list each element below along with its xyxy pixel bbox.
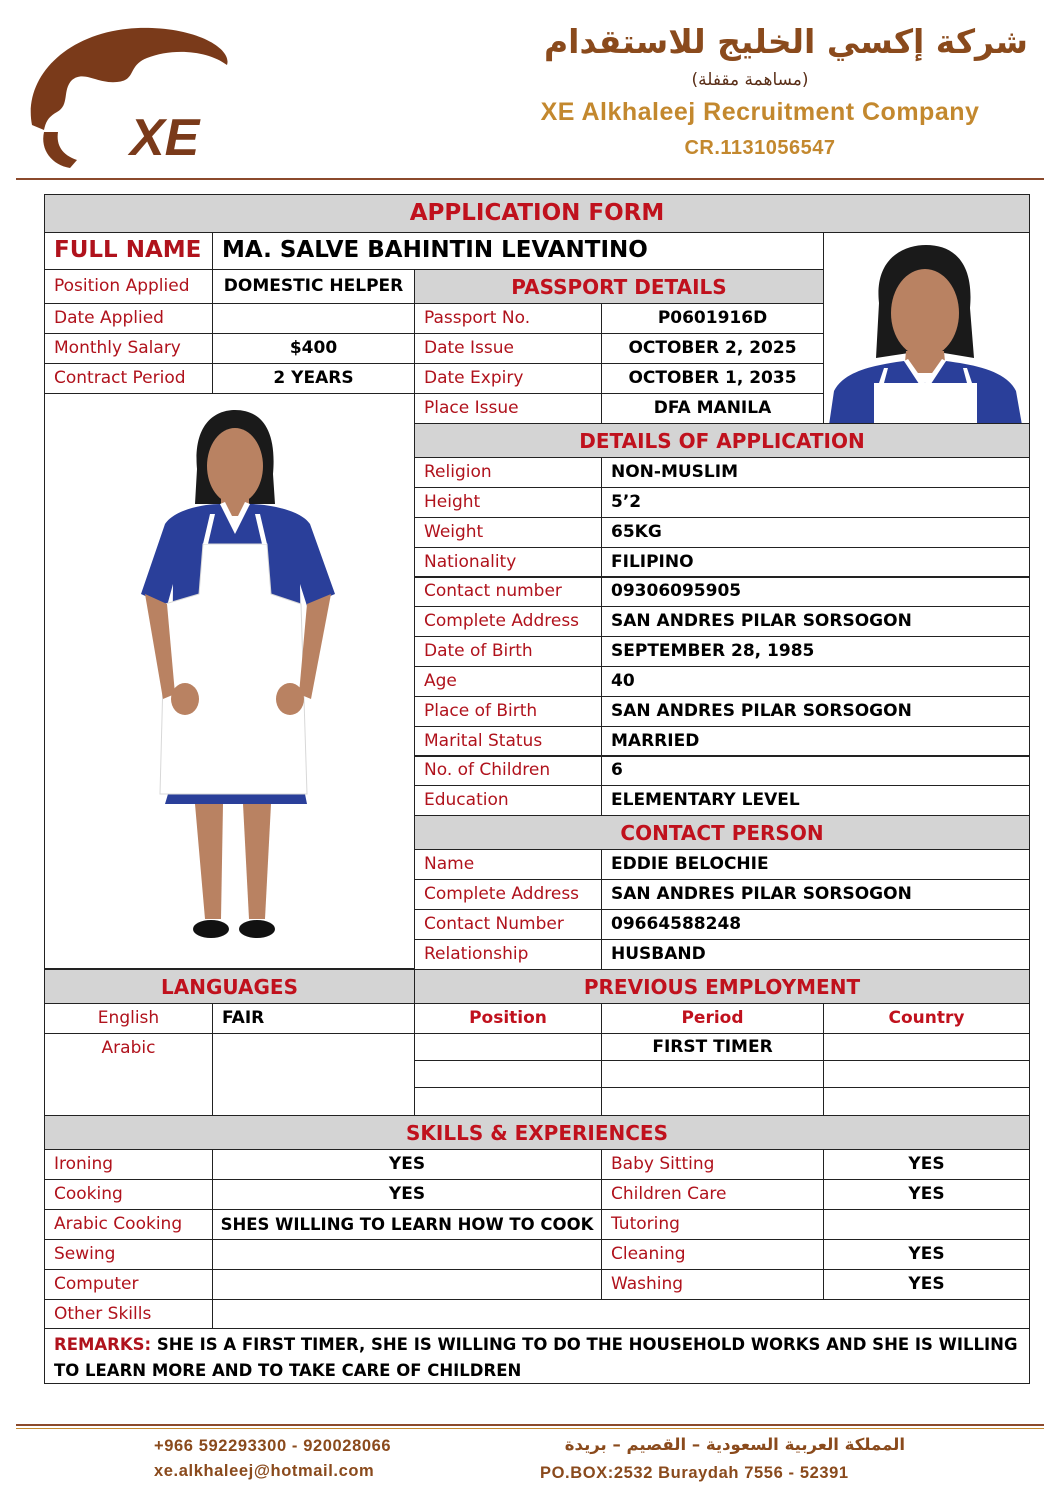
- basic-label: Contract Period: [44, 363, 213, 394]
- language-value: FAIR: [212, 1003, 415, 1034]
- contact-value: SAN ANDRES PILAR SORSOGON: [601, 879, 1030, 910]
- skill-value: YES: [823, 1269, 1030, 1300]
- application-value: MARRIED: [601, 726, 1030, 757]
- application-label: Weight: [414, 517, 602, 548]
- basic-label: Position Applied: [44, 269, 213, 304]
- application-value: SAN ANDRES PILAR SORSOGON: [601, 696, 1030, 727]
- employment-column-period: Period: [601, 1003, 824, 1034]
- employment-cell: [823, 1087, 1030, 1116]
- header-divider: [16, 178, 1044, 180]
- application-value: 09306095905: [601, 576, 1030, 607]
- applicant-headshot: [823, 232, 1030, 426]
- languages-header: LANGUAGES: [44, 969, 415, 1004]
- skill-value: YES: [823, 1149, 1030, 1180]
- application-form: [44, 194, 1030, 1384]
- application-label: Height: [414, 487, 602, 518]
- application-label: Age: [414, 666, 602, 697]
- application-value: FILIPINO: [601, 547, 1030, 578]
- employment-column-country: Country: [823, 1003, 1030, 1034]
- skill-label: Washing: [601, 1269, 824, 1300]
- application-label: Religion: [414, 457, 602, 488]
- skill-label: Tutoring: [601, 1209, 824, 1240]
- employment-cell: [823, 1060, 1030, 1088]
- skills-header: SKILLS & EXPERIENCES: [44, 1115, 1030, 1150]
- application-label: Marital Status: [414, 726, 602, 757]
- employment-cell: [823, 1033, 1030, 1061]
- application-label: Complete Address: [414, 606, 602, 637]
- skill-value: [212, 1239, 602, 1270]
- footer-divider-accent: [16, 1428, 1044, 1429]
- skill-value: [212, 1269, 602, 1300]
- skill-value: YES: [212, 1179, 602, 1210]
- previous-employment-header: PREVIOUS EMPLOYMENT: [414, 969, 1030, 1004]
- application-value: SAN ANDRES PILAR SORSOGON: [601, 606, 1030, 637]
- application-label: Place of Birth: [414, 696, 602, 727]
- application-label: No. of Children: [414, 755, 602, 786]
- form-title: APPLICATION FORM: [44, 194, 1030, 233]
- skill-label: Ironing: [44, 1149, 213, 1180]
- company-logo: [22, 20, 262, 170]
- skill-value: YES: [212, 1149, 602, 1180]
- basic-label: Date Applied: [44, 303, 213, 334]
- skill-label: Arabic Cooking: [44, 1209, 213, 1240]
- employment-cell: [414, 1087, 602, 1116]
- employment-cell: FIRST TIMER: [601, 1033, 824, 1061]
- english-company-name: XE Alkhaleej Recruitment Company: [540, 98, 980, 126]
- contact-label: Name: [414, 849, 602, 880]
- basic-value: [212, 303, 415, 334]
- application-value: 5’2: [601, 487, 1030, 518]
- arabic-company-name: شركة إكسي الخليج للاستقدام: [543, 22, 1028, 61]
- language-label: Arabic: [44, 1033, 213, 1116]
- remarks-label: REMARKS:: [54, 1335, 152, 1354]
- remarks-text: SHE IS A FIRST TIMER, SHE IS WILLING TO DO THE HOUSEHOLD WORKS AND SHE IS WILLING TO LEARN MORE AND TO TAKE CARE OF CHILDREN: [54, 1335, 1018, 1380]
- employment-cell: [414, 1033, 602, 1061]
- passport-value: P0601916D: [601, 303, 824, 334]
- footer-phones: +966 592293300 - 920028066: [154, 1437, 392, 1455]
- passport-value: DFA MANILA: [601, 393, 824, 424]
- contact-value: HUSBAND: [601, 939, 1030, 970]
- contact-value: EDDIE BELOCHIE: [601, 849, 1030, 880]
- contact-label: Complete Address: [414, 879, 602, 910]
- passport-value: OCTOBER 2, 2025: [601, 333, 824, 364]
- passport-label: Passport No.: [414, 303, 602, 334]
- basic-value: 2 YEARS: [212, 363, 415, 394]
- passport-value: OCTOBER 1, 2035: [601, 363, 824, 394]
- skill-value: YES: [823, 1239, 1030, 1270]
- skill-label: Cleaning: [601, 1239, 824, 1270]
- passport-label: Place Issue: [414, 393, 602, 424]
- employment-cell: [601, 1060, 824, 1088]
- full-name-label: FULL NAME: [44, 232, 213, 270]
- language-label: English: [44, 1003, 213, 1034]
- application-value: ELEMENTARY LEVEL: [601, 785, 1030, 816]
- application-value: NON-MUSLIM: [601, 457, 1030, 488]
- employment-cell: [601, 1087, 824, 1116]
- other-skills-label: Other Skills: [44, 1299, 213, 1329]
- employment-column-position: Position: [414, 1003, 602, 1034]
- passport-label: Date Issue: [414, 333, 602, 364]
- passport-details-header: PASSPORT DETAILS: [414, 269, 824, 304]
- skill-value: YES: [823, 1179, 1030, 1210]
- passport-label: Date Expiry: [414, 363, 602, 394]
- employment-cell: [414, 1060, 602, 1088]
- basic-label: Monthly Salary: [44, 333, 213, 364]
- skill-label: Children Care: [601, 1179, 824, 1210]
- basic-value: DOMESTIC HELPER: [212, 269, 415, 304]
- application-value: 6: [601, 755, 1030, 786]
- skill-label: Baby Sitting: [601, 1149, 824, 1180]
- logo-letters: XE: [130, 109, 200, 167]
- arabic-subtitle: (مساهمة مقفلة): [691, 70, 809, 90]
- footer-email[interactable]: xe.alkhaleej@hotmail.com: [154, 1462, 375, 1480]
- contact-label: Contact Number: [414, 909, 602, 940]
- contact-value: 09664588248: [601, 909, 1030, 940]
- application-value: 40: [601, 666, 1030, 697]
- cr-number: CR.1131056547: [684, 137, 836, 159]
- skill-value: [823, 1209, 1030, 1240]
- language-value: [212, 1033, 415, 1116]
- application-label: Education: [414, 785, 602, 816]
- skill-label: Sewing: [44, 1239, 213, 1270]
- contact-label: Relationship: [414, 939, 602, 970]
- footer-arabic-address: المملكة العربية السعودية – القصيم – بريدة: [564, 1435, 905, 1454]
- full-name-value: MA. SALVE BAHINTIN LEVANTINO: [212, 232, 824, 270]
- application-value: 65KG: [601, 517, 1030, 548]
- skill-label: Cooking: [44, 1179, 213, 1210]
- skill-label: Computer: [44, 1269, 213, 1300]
- application-value: SEPTEMBER 28, 1985: [601, 636, 1030, 667]
- footer-divider: [16, 1424, 1044, 1426]
- application-label: Nationality: [414, 547, 602, 578]
- other-skills-value: [212, 1299, 1030, 1329]
- remarks: [44, 1328, 1030, 1384]
- details-of-application-header: DETAILS OF APPLICATION: [414, 423, 1030, 458]
- footer-po-box: PO.BOX:2532 Buraydah 7556 - 52391: [540, 1464, 849, 1482]
- basic-value: $400: [212, 333, 415, 364]
- applicant-full-body-photo: [44, 393, 415, 969]
- skill-value: SHES WILLING TO LEARN HOW TO COOK: [212, 1209, 602, 1240]
- contact-person-header: CONTACT PERSON: [414, 815, 1030, 850]
- application-label: Date of Birth: [414, 636, 602, 667]
- application-label: Contact number: [414, 576, 602, 607]
